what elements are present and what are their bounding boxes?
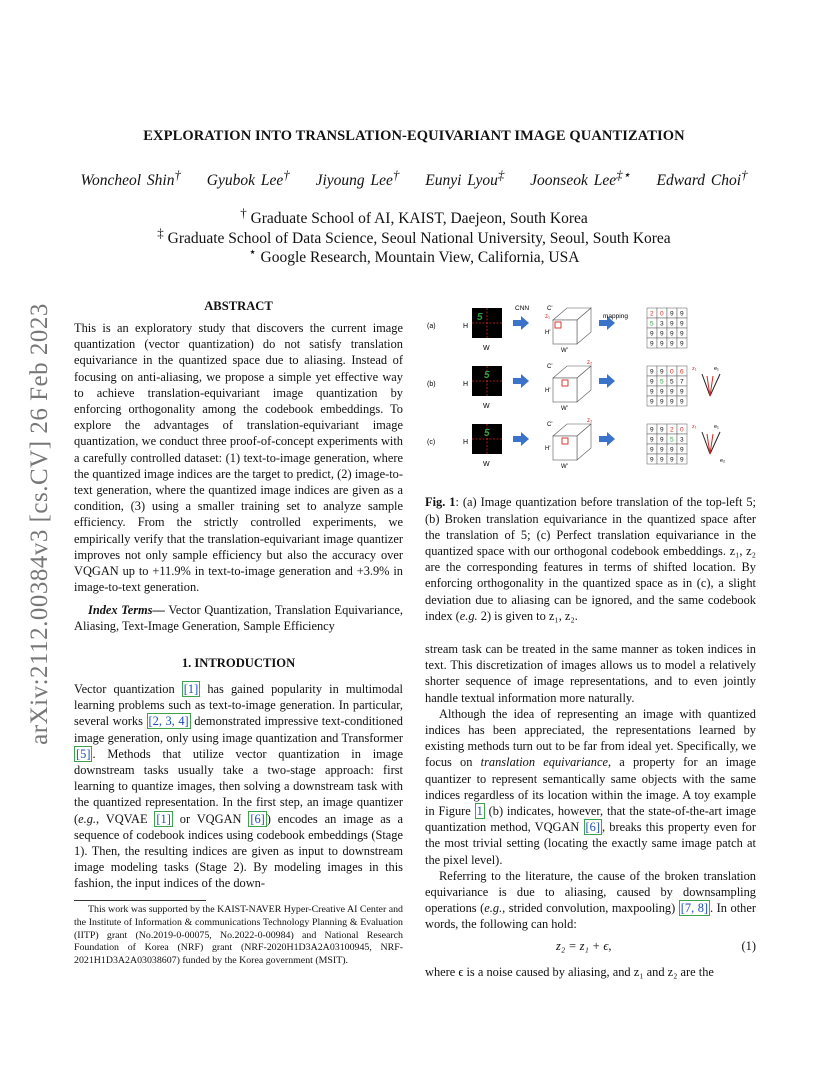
abstract-text: This is an exploratory study that discovers the current image quantization (vector quantization) do not satisfy translation equivariance in the quantized space due to aliasing. Instead of focusing on anti-aliasing, we propose a simple yet effective way to achieve translation-equivariant image quantization by enforcing orthogonality among the codebook embeddings. To explore the advantages of translation-equivariant image quantization, we conduct three proof-of-concept experiments with a carefully controlled dataset: (1) text-to-image generation, where the quantized image indices are the target to predict, (2) image-to-text generation, where the quantized image indices are given as a condition, (3) using a smaller training set to analyze sample efficiency. From the strictly controlled experiments, we empirically verify that the translation-equivariant image quantizer improves not only sample efficiency but also the accuracy over VQGAN up to +11.9% in text-to-image generation and +3.9% in image-to-text generation. — [74, 321, 403, 595]
author: Edward Choi† — [656, 167, 748, 190]
index-value: 9 — [680, 446, 684, 454]
hprime-label: H' — [545, 330, 551, 336]
affiliation: ‡ Graduate School of Data Science, Seoul National University, Seoul, South Korea — [157, 225, 671, 248]
figure-link[interactable]: 1 — [476, 804, 483, 819]
figure-caption: Fig. 1: (a) Image quantization before translation of the top-left 5; (b) Broken translation equivariance in the quantized space after the translation of 5; (c) Perfect translation equivariance in the quantized space with our orthogonal codebook embeddings. z₁, z₂ are the corresponding features in terms of shifted location. By enforcing orthogonality in the quantized space as in (c), a slight deviation due to aliasing can be ignored, and the same codebook index (e.g. 2) is given to z₁, z₂. — [425, 495, 756, 623]
citation-link[interactable]: [6] — [250, 811, 265, 826]
index-value: 0 — [670, 368, 674, 376]
index-value: 9 — [660, 388, 664, 396]
index-value: 3 — [660, 320, 664, 328]
index-value: 9 — [650, 446, 654, 454]
footnote-rule — [74, 900, 206, 901]
feature-cube-front — [553, 436, 577, 460]
index-value: 9 — [650, 426, 654, 434]
footnote: This work was supported by the KAIST-NAVER Hyper-Creative AI Center and the Institute of Information & communications Technology Planning & Evaluation (IITP) grant (No.2019-0-00075, No.2022-0-00984) and National Research Foundation of Korea (NRF) grant (NRF-2020H1D3A2A03100945, NRF-2021H1D3A2A03038607) funded by the Korea government (MSIT). — [74, 904, 403, 967]
row-label: (c) — [427, 439, 436, 446]
index-value: 9 — [650, 378, 654, 386]
index-value: 9 — [660, 436, 664, 444]
index-value: 9 — [680, 398, 684, 406]
abstract-heading: ABSTRACT — [204, 299, 273, 313]
e1-label: e₁ — [714, 424, 719, 430]
index-value: 9 — [660, 426, 664, 434]
intro-heading: 1. INTRODUCTION — [181, 656, 296, 670]
row-label: (b) — [427, 381, 436, 388]
arrow-icon — [513, 432, 529, 446]
citation-link[interactable]: [7, 8] — [680, 901, 709, 916]
z1-label: z₁ — [692, 424, 697, 430]
index-value: 9 — [680, 310, 684, 318]
digit-five: 5 — [484, 428, 490, 439]
index-value: 9 — [660, 456, 664, 464]
z2-label: z₂ — [587, 360, 593, 366]
index-value: 9 — [680, 340, 684, 348]
author: Jiyoung Lee† — [315, 167, 400, 190]
index-value: 9 — [650, 456, 654, 464]
intro-paragraph: Vector quantization [1] has gained popularity in multimodal learning problems such as text-to-image generation. In particular, several works [2, 3, 4] demonstrated impressive text-conditioned image generation, only using image quantization and Transformer [5] . Methods that utilize vector quantization in image downstream tasks usually take a two-stage approach: first learning to quantize images, then solving a downstream task with the quantized representation. In the first step, an image quantizer (e.g., VQVAE [1] or VQGAN [6] ) encodes an image as a sequence of codebook indices using codebook embeddings (Stage 1). Then, the resulting indices are given as input to downstream image modeling tasks (Stage 2). By modeling images in this fashion, the input indices of the down- — [74, 682, 404, 891]
index-value: 2 — [650, 310, 654, 318]
affiliation: ⋆ Google Research, Mountain View, California, USA — [248, 244, 580, 267]
index-value: 9 — [670, 456, 674, 464]
index-value: 9 — [670, 388, 674, 396]
arxiv-identifier: arXiv:2112.00384v3 [cs.CV] 26 Feb 2023 — [26, 303, 53, 745]
index-value: 9 — [680, 320, 684, 328]
affiliation: † Graduate School of AI, KAIST, Daejeon, South Korea — [240, 205, 588, 228]
figure-1 — [425, 298, 755, 476]
height-label: H — [463, 439, 469, 446]
feature-cube-front — [553, 320, 577, 344]
index-terms: Index Terms— Vector Quantization, Translation Equivariance, Aliasing, Text-Image Generation, Sample Efficiency — [74, 603, 404, 634]
cprime-label: C' — [547, 364, 553, 370]
index-value: 9 — [680, 330, 684, 338]
index-value: 9 — [650, 368, 654, 376]
cnn-label: CNN — [515, 305, 530, 312]
cprime-label: C' — [547, 306, 553, 312]
citation-link[interactable]: [1] — [183, 682, 199, 696]
intro-after-equation: where ϵ is a noise caused by aliasing, and z₁ and z₂ are the — [425, 965, 714, 979]
index-value: 9 — [660, 398, 664, 406]
width-label: W — [483, 403, 490, 410]
index-value: 9 — [660, 368, 664, 376]
index-value: 5 — [670, 378, 674, 386]
feature-cube-front — [553, 378, 577, 402]
index-value: 9 — [650, 340, 654, 348]
index-value: 9 — [650, 330, 654, 338]
index-value: 9 — [670, 398, 674, 406]
e1-label: e₁ — [714, 366, 719, 372]
index-value: 5 — [650, 320, 654, 328]
width-label: W — [483, 345, 490, 352]
citation-link[interactable]: [6] — [585, 820, 600, 835]
index-value: 0 — [660, 310, 664, 318]
index-value: 9 — [650, 388, 654, 396]
digit-five: 5 — [477, 312, 483, 323]
index-value: 9 — [670, 310, 674, 318]
index-value: 2 — [670, 426, 674, 434]
index-value: 9 — [660, 330, 664, 338]
width-label: W — [483, 461, 490, 468]
intro-continued: stream task can be treated in the same manner as token indices in text. This discretization of images allows us to model a relatively shorter sequence of image representations, and to even jointly handle textual information more naturally. Although the idea of representing an image with quantized indices has been appreciated, the representations learned by existing methods turn out to be far from ideal yet. Specifically, we focus on translation equivariance, a property for an image quantizer to represent semantically same objects with the same indices regardless of its location within the image. A toy example in Figure 1 (b) indicates, however, that the state-of-the-art image quantization method, VQGAN [6] , breaks this property even for the most trivial setting (locating the exactly same image patch at the pixel level). Referring to the literature, the cause of the broken translation equivariance is due to aliasing, caused by downsampling operations (e.g., strided convolution, maxpooling) [7, 8] . In other words, the following can hold: — [425, 642, 757, 932]
index-value: 6 — [680, 368, 684, 376]
index-value: 9 — [670, 330, 674, 338]
index-value: 5 — [660, 378, 664, 386]
index-value: 9 — [660, 340, 664, 348]
author: Eunyi Lyou‡ — [425, 167, 505, 190]
arrow-icon — [599, 432, 615, 446]
index-value: 9 — [650, 398, 654, 406]
index-value: 9 — [660, 446, 664, 454]
arrow-icon — [599, 374, 615, 388]
wprime-label: W' — [561, 406, 568, 412]
index-value: 7 — [680, 378, 684, 386]
arrow-icon — [513, 374, 529, 388]
author-list — [0, 167, 828, 190]
author: Joonseok Lee‡⋆ — [530, 167, 631, 190]
z2-label: z₂ — [587, 418, 593, 424]
citation-link[interactable]: [5] — [76, 746, 91, 761]
digit-five: 5 — [484, 370, 490, 381]
index-value: 3 — [680, 436, 684, 444]
index-value: 5 — [670, 436, 674, 444]
z1-label: z₁ — [545, 314, 551, 320]
author: Gyubok Lee† — [206, 167, 290, 190]
row-label: (a) — [427, 323, 436, 330]
index-value: 9 — [670, 446, 674, 454]
wprime-label: W' — [561, 464, 568, 470]
paper-title: EXPLORATION INTO TRANSLATION-EQUIVARIANT IMAGE QUANTIZATION — [143, 128, 685, 144]
citation-link[interactable]: [1] — [156, 811, 171, 826]
height-label: H — [463, 381, 469, 388]
citation-link[interactable]: [2, 3, 4] — [148, 714, 189, 729]
z1-label: z₁ — [692, 366, 697, 372]
hprime-label: H' — [545, 388, 551, 394]
height-label: H — [463, 323, 469, 330]
index-value: 9 — [670, 320, 674, 328]
hprime-label: H' — [545, 446, 551, 452]
index-value: 9 — [680, 456, 684, 464]
arrow-icon — [513, 316, 529, 330]
author: Woncheol Shin† — [80, 167, 181, 190]
mapping-label: mapping — [603, 313, 628, 320]
e2-label: e₂ — [720, 458, 726, 464]
cprime-label: C' — [547, 422, 553, 428]
index-value: 9 — [680, 388, 684, 396]
index-value: 9 — [670, 340, 674, 348]
index-value: 9 — [650, 436, 654, 444]
wprime-label: W' — [561, 348, 568, 354]
index-value: 0 — [680, 426, 684, 434]
